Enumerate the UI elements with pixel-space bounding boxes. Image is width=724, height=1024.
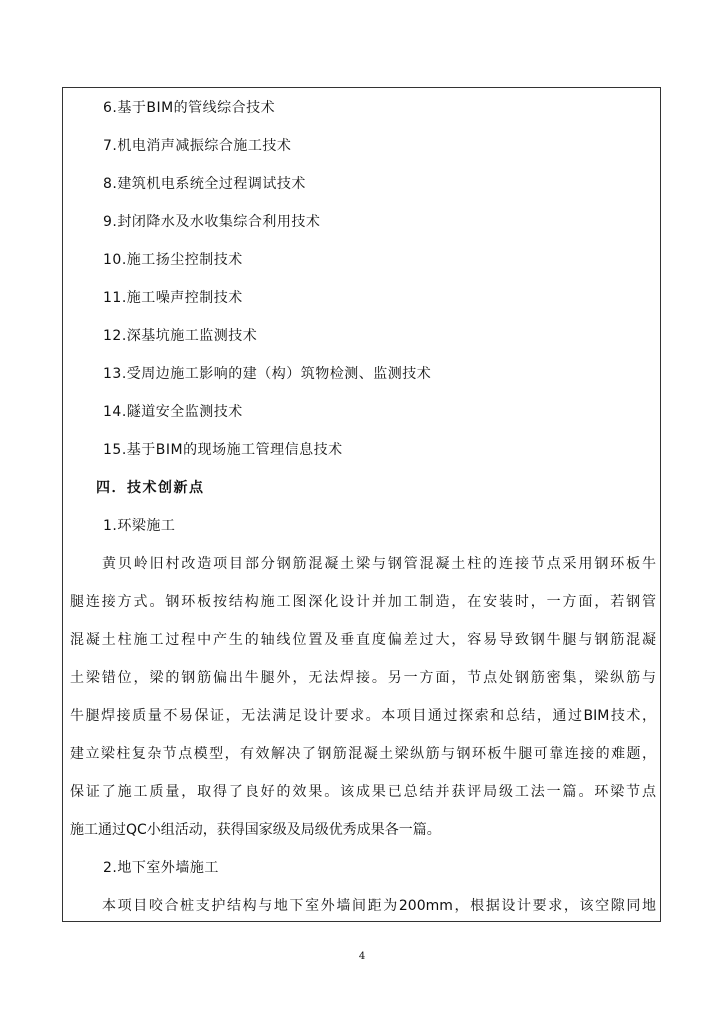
paragraph-line: 混凝土柱施工过程中产生的轴线位置及垂直度偏差过大，容易导致钢牛腿与钢筋混凝 [70,632,656,648]
subsection-title: 1.环梁施工 [103,518,176,534]
list-item: 14.隧道安全监测技术 [103,404,243,420]
section-heading: 四．技术创新点 [96,480,205,496]
paragraph-line: 土梁错位，梁的钢筋偏出牛腿外，无法焊接。另一方面，节点处钢筋密集，梁纵筋与 [70,670,656,686]
paragraph-line: 保证了施工质量，取得了良好的效果。该成果已总结并获评局级工法一篇。环梁节点 [70,784,656,800]
list-item: 11.施工噪声控制技术 [103,290,243,306]
list-item: 9.封闭降水及水收集综合利用技术 [103,214,321,230]
page-number: 4 [358,951,366,962]
paragraph-line: 本项目咬合桩支护结构与地下室外墙间距为200mm，根据设计要求，该空隙同地 [102,898,656,914]
list-item: 10.施工扬尘控制技术 [103,252,243,268]
paragraph-line: 腿连接方式。钢环板按结构施工图深化设计并加工制造，在安装时，一方面，若钢管 [70,594,656,610]
paragraph-line: 黄贝岭旧村改造项目部分钢筋混凝土梁与钢管混凝土柱的连接节点采用钢环板牛 [102,556,656,572]
paragraph-line: 牛腿焊接质量不易保证，无法满足设计要求。本项目通过探索和总结，通过BIM技术， [70,708,656,724]
list-item: 7.机电消声减振综合施工技术 [103,138,292,154]
paragraph-line: 建立梁柱复杂节点模型，有效解决了钢筋混凝土梁纵筋与钢环板牛腿可靠连接的难题， [70,746,656,762]
subsection-title: 2.地下室外墙施工 [103,860,219,876]
list-item: 8.建筑机电系统全过程调试技术 [103,176,306,192]
list-item: 13.受周边施工影响的建（构）筑物检测、监测技术 [103,366,432,382]
paragraph-line: 施工通过QC小组活动，获得国家级及局级优秀成果各一篇。 [70,822,441,838]
list-item: 15.基于BIM的现场施工管理信息技术 [103,442,343,458]
list-item: 6.基于BIM的管线综合技术 [103,100,276,116]
list-item: 12.深基坑施工监测技术 [103,328,258,344]
